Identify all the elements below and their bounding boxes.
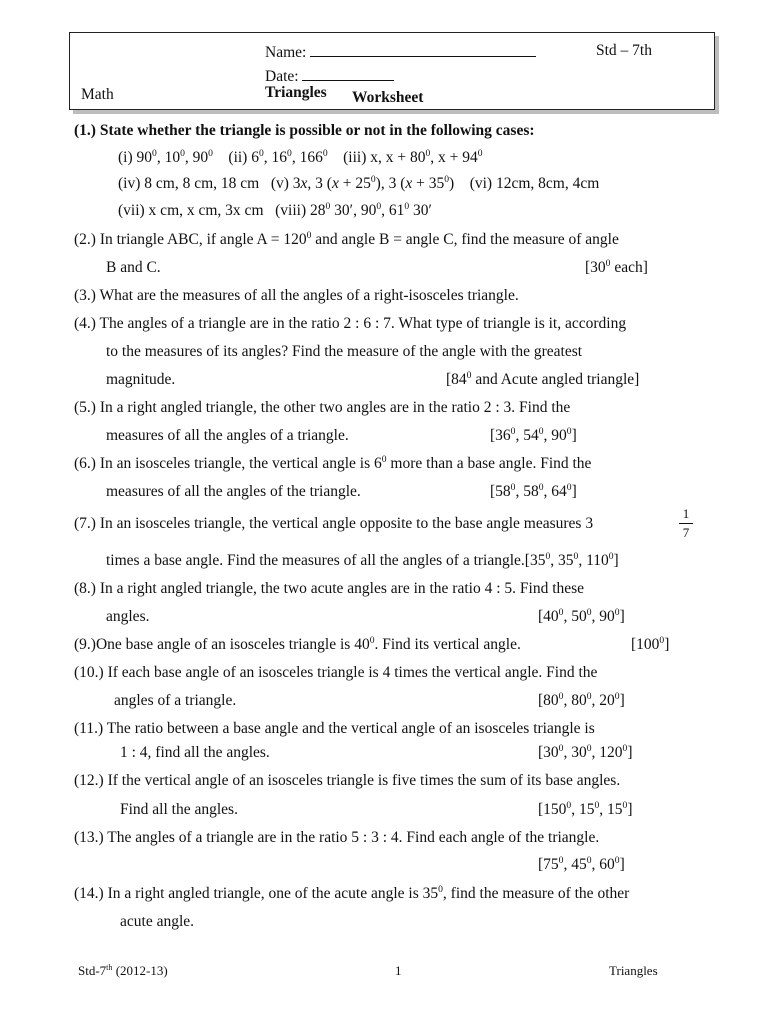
- question-11-line-2: 1 : 4, find all the angles.: [120, 744, 270, 761]
- question-1-line-2: (iv) 8 cm, 8 cm, 18 cm (v) 3x, 3 $(x + 25^0)$, 3 $(x + 35^0)$ (vi) 12cm, 8cm, 4cm: [118, 174, 600, 192]
- std-label: Std – 7th: [596, 42, 652, 59]
- question-3: (3.) What are the measures of all the angles of a right-isosceles triangle.: [74, 287, 519, 304]
- question-2-line-2: B and C.: [106, 259, 161, 276]
- question-13-answer: [$75^0$, $45^0$, $60^0$]: [538, 855, 625, 873]
- question-10-line-2: angles of a triangle.: [114, 692, 237, 709]
- question-4-line-3: magnitude.: [106, 371, 176, 388]
- question-6-answer: [$58^0$, $58^0$, $64^0$]: [490, 482, 577, 500]
- question-6-line-1: (6.) In an isosceles triangle, the vertical angle is $6^0$ more than a base angle. Find the: [74, 454, 592, 472]
- question-6-line-2: measures of all the angles of the triangle.: [106, 483, 361, 500]
- name-field: [265, 42, 536, 62]
- question-8-line-2: angles.: [106, 608, 150, 625]
- subject-label: Math: [81, 86, 114, 103]
- question-8-line-1: (8.) In a right angled triangle, the two acute angles are in the ratio 4 : 5. Find these: [74, 580, 585, 597]
- question-9: (9.)One base angle of an isosceles triangle is $40^0$. Find its vertical angle.: [74, 635, 521, 653]
- question-2-line-1: (2.) In triangle ABC, if angle $A = 120^0$ and angle B = angle C, find the measure of angle: [74, 230, 619, 248]
- question-11-answer: [$30^0$, $30^0$, $120^0$]: [538, 743, 633, 761]
- question-7-fraction: [679, 506, 693, 541]
- question-10-line-1: (10.) If each base angle of an isosceles triangle is 4 times the vertical angle. Find the: [74, 664, 598, 681]
- question-5-line-1: (5.) In a right angled triangle, the other two angles are in the ratio 2 : 3. Find the: [74, 399, 571, 416]
- question-1-line-1: (i) $90^0$, $10^0$, $90^0$ (ii) $6^0$, $16^0$, $166^0$ (iii) x, $x + 80^0$, $x + 94^0$: [118, 148, 483, 166]
- question-13: (13.) The angles of a triangle are in the ratio 5 : 3 : 4. Find each angle of the triangle.: [74, 829, 600, 846]
- question-7-line-2: times a base angle. Find the measures of all the angles of a $triangle.[35^0$, $35^0$, $110^0$]: [106, 551, 619, 569]
- question-1-prompt: (1.) State whether the triangle is possible or not in the following cases:: [74, 122, 535, 139]
- date-field: [265, 66, 394, 86]
- fraction-bar: [679, 523, 693, 524]
- question-1-line-3: (vii) x cm, x cm, 3x cm (viii) $28^0$ 30′, $90^0$, $61^0$ 30′: [118, 201, 432, 219]
- worksheet-label: Worksheet: [352, 89, 424, 106]
- question-8-answer: [$40^0$, $50^0$, $90^0$]: [538, 607, 625, 625]
- question-4-line-2: to the measures of its angles? Find the measure of the angle with the greatest: [106, 343, 583, 360]
- question-12-line-2: Find all the angles.: [120, 801, 238, 818]
- question-4-line-1: (4.) The angles of a triangle are in the ratio 2 : 6 : 7. What type of triangle is it, according: [74, 315, 627, 332]
- date-label: Date:: [265, 68, 299, 85]
- question-5-line-2: measures of all the angles of a triangle.: [106, 427, 349, 444]
- question-5-answer: [$36^0$, $54^0$, $90^0$]: [490, 426, 577, 444]
- name-blank-line: [310, 42, 536, 57]
- worksheet-header: [69, 32, 715, 110]
- question-12-line-1: (12.) If the vertical angle of an isosceles triangle is five times the sum of its base angles.: [74, 772, 621, 789]
- question-2-answer: [$30^0$ each]: [585, 258, 648, 276]
- fraction-numerator: 1: [682, 506, 690, 521]
- question-14-line-2: acute angle.: [120, 913, 195, 930]
- question-12-answer: [$150^0$, $15^0$, $15^0$]: [538, 800, 633, 818]
- name-label: Name:: [265, 44, 307, 61]
- date-blank-line: [302, 66, 394, 81]
- question-14-line-1: (14.) In a right angled triangle, one of the acute angle is $35^0$, find the measure of the other: [74, 884, 630, 902]
- question-7-line-1: (7.) In an isosceles triangle, the vertical angle opposite to the base angle measures 3: [74, 515, 594, 532]
- footer-class-year: Std-7th (2012-13): [78, 963, 168, 978]
- question-9-answer: $[100^0]$: [631, 635, 670, 653]
- footer-page-number: 1: [395, 963, 402, 978]
- question-11-line-1: (11.) The ratio between a base angle and the vertical angle of an isosceles triangle is: [74, 720, 595, 737]
- topic-label: Triangles: [265, 84, 327, 101]
- footer-topic: Triangles: [609, 963, 658, 978]
- question-10-answer: [$80^0$, $80^0$, $20^0$]: [538, 691, 625, 709]
- fraction-denominator: 7: [682, 525, 690, 540]
- question-4-answer: [$84^0$ and Acute angled triangle]: [446, 370, 640, 388]
